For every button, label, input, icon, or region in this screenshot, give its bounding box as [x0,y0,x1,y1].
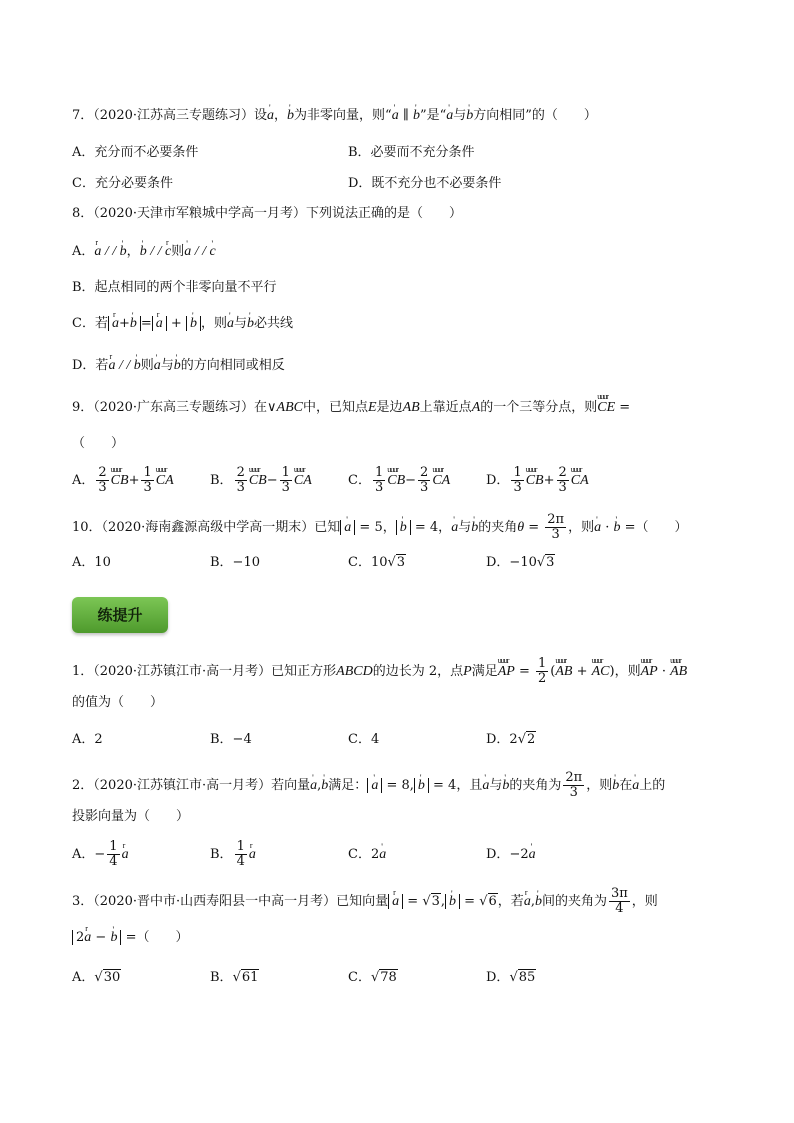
sqrt-icon: √61 [232,970,259,985]
p1-option-d: D．2√2 [486,729,536,751]
p3-option-d: D．√85 [486,967,536,989]
q7-option-c: C．充分必要条件 [72,176,173,191]
q9-option-d: D． $\frac{1}{3}$ uuur CB+ $\frac{2}{3}$ uuur CA [486,466,589,495]
q7-option-d: D．既不充分也不必要条件 [348,176,502,191]
sqrt-icon: √3 [422,894,440,909]
q7-stem: 7．（2020·江苏高三专题练习）设' a，' b为非零向量，则“' a ∥ ' b”是“' a与' b方向相同”的（ ） [72,106,597,126]
p2-option-c: C．2' a [348,844,386,866]
q9-option-a: A． $\frac{2}{3}$ uuur CB+ $\frac{1}{3}$ uuur CA [72,466,174,495]
sqrt-icon: √2 [517,732,536,747]
p3-stem: 3．（2020·晋中市·山西寿阳县一中高一月考）已知向量r a = √3,' b = √6，若r a,' b间的夹角为 $\frac{3\pi}{4}$ ，则 [72,887,658,916]
p1-option-b: B．−4 [210,732,252,747]
q7-option-a: A．充分而不必要条件 [72,145,199,160]
q10-option-b: B．−10 [210,555,260,570]
q8-option-a: A．r a / / ' b，' b / / r c则' a / / ' c [72,242,216,262]
sqrt-icon: √3 [536,555,555,570]
q8-stem: 8．（2020·天津市军粮城中学高一月考）下列说法正确的是（ ） [72,206,463,221]
sqrt-icon: √6 [479,894,497,909]
p2-line2: 投影向量为（ ） [72,809,190,824]
p3-line2: 2r a − ' b =（ ） [72,928,188,948]
q10-option-d: D．−10√3 [486,552,555,574]
p1-stem: 1．（2020·江苏镇江市·高一月考）已知正方形ABCD的边长为 2，点P满足uuur AP = $\frac{1}{2}$ (uuur AB + uuur AC)，则uuur AP · uuur AB [72,657,687,686]
p3-option-c: C．√78 [348,967,398,989]
p3-option-b: B．√61 [210,967,259,989]
sqrt-icon: √30 [94,970,121,985]
q9-paren: （ ） [72,436,125,451]
q9-option-b: B． $\frac{2}{3}$ uuur CB− $\frac{1}{3}$ uuur CA [210,466,312,495]
q8-option-b: B．起点相同的两个非零向量不平行 [72,280,277,295]
section-badge: 练提升 [72,597,168,633]
q7-option-b: B．必要而不充分条件 [348,145,475,160]
q8-option-c: C．若r a+' b =r a + ' b ，则' a与' b必共线 [72,314,293,334]
p1-line2: 的值为（ ） [72,695,164,710]
sqrt-icon: √85 [509,970,536,985]
p2-option-b: B． $\frac{1}{4}$ r a [210,840,256,869]
q10-option-a: A．10 [72,555,111,570]
p2-option-a: A．− $\frac{1}{4}$ r a [72,840,129,869]
q10-option-c: C．10√3 [348,552,406,574]
q10-stem: 10．（2020·海南鑫源高级中学高一期末）已知' a = 5，' b = 4，' a与' b的夹角θ = $\frac{2\pi}{3}$ ，则' a · ' b =（ ） [72,513,688,542]
p2-option-d: D．−2' a [486,844,536,866]
q9-stem: 9．（2020·广东高三专题练习）在∨ABC中，已知点E是边AB上靠近点A的一个三等分点，则uuur CE = [72,398,630,418]
q9-option-c: C． $\frac{1}{3}$ uuur CB− $\frac{2}{3}$ uuur CA [348,466,450,495]
p2-stem: 2．（2020·江苏镇江市·高一月考）若向量' a,' b满足：' a = 8,' b = 4，且' a与' b的夹角为 $\frac{2\pi}{3}$ ，则' b在' a上的 [72,771,665,800]
p1-option-c: C．4 [348,732,380,747]
sqrt-icon: √3 [387,555,406,570]
q8-option-d: D．若r a / / ' b则' a与' b的方向相同或相反 [72,356,285,376]
p1-option-a: A．2 [72,732,103,747]
p3-option-a: A．√30 [72,967,121,989]
sqrt-icon: √78 [370,970,397,985]
